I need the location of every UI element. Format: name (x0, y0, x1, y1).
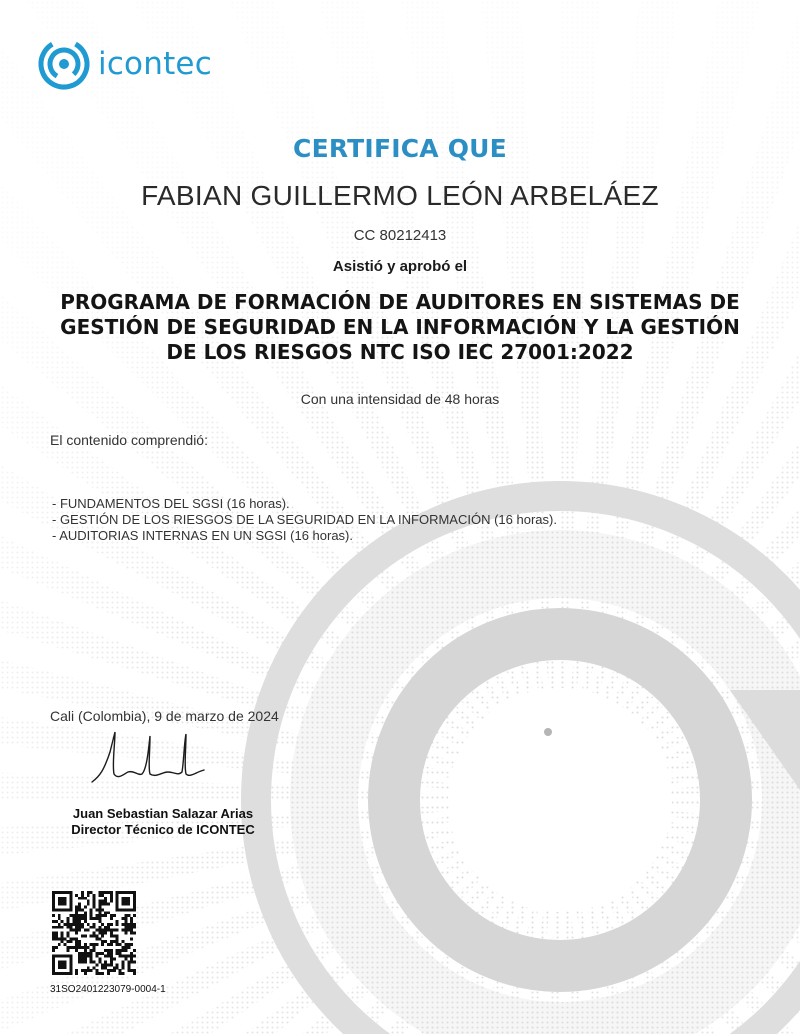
icontec-logo (36, 36, 212, 92)
attendance-statement: Asistió y aprobó el (332, 258, 468, 275)
program-title-line: GESTIÓN DE SEGURIDAD EN LA INFORMACIÓN Y LA GESTIÓN (60, 315, 740, 339)
icontec-logo-icon (36, 36, 92, 92)
content-item: - GESTIÓN DE LOS RIESGOS DE LA SEGURIDAD EN LA INFORMACIÓN (16 horas). (52, 512, 557, 527)
program-title-line: DE LOS RIESGOS NTC ISO IEC 27001:2022 (166, 340, 634, 364)
recipient-id: CC 80212413 (353, 227, 447, 244)
qr-code[interactable] (52, 891, 136, 975)
program-title-line: PROGRAMA DE FORMACIÓN DE AUDITORES EN SISTEMAS DE (60, 290, 740, 314)
logo-wordmark: icontec (98, 46, 212, 82)
place-and-date: Cali (Colombia), 9 de marzo de 2024 (50, 708, 279, 724)
content-item: - AUDITORIAS INTERNAS EN UN SGSI (16 horas). (52, 528, 353, 543)
certificate-code: 31SO2401223079-0004-1 (50, 984, 166, 995)
certificate-heading: CERTIFICA QUE (293, 134, 507, 163)
signer-name: Juan Sebastian Salazar Arias (72, 806, 254, 821)
content-item: - FUNDAMENTOS DEL SGSI (16 horas). (52, 496, 290, 511)
content-list (52, 496, 557, 544)
course-intensity: Con una intensidad de 48 horas (300, 391, 500, 407)
recipient-name: FABIAN GUILLERMO LEÓN ARBELÁEZ (141, 180, 659, 211)
content-label: El contenido comprendió: (50, 432, 208, 448)
handwritten-signature (84, 730, 208, 790)
signer-title: Director Técnico de ICONTEC (71, 822, 255, 837)
program-title (40, 290, 760, 365)
